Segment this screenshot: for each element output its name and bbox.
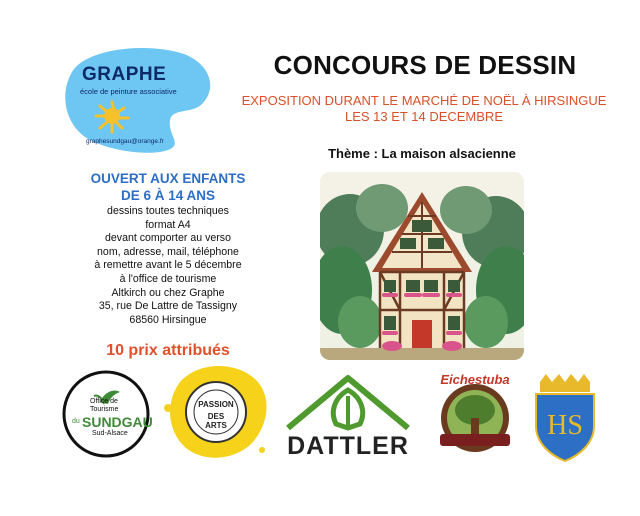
exposition-line-2: LES 13 ET 14 DECEMBRE [345,109,503,124]
theme-label: Thème : La maison alsacienne [328,146,516,161]
hirsingue-initials: HS [547,410,583,441]
passion-line-2: DES ARTS [205,412,227,430]
tourisme-line-2: Tourisme [90,406,119,413]
palette-subtitle: école de peinture associative [80,87,177,96]
hirsingue-shield-logo [530,374,600,462]
exposition-info [214,93,634,125]
alsatian-house-illustration [320,172,524,360]
detail-line: à l'office de tourisme [119,272,217,285]
passion-des-arts-logo [160,362,270,462]
open-line-1: OUVERT AUX ENFANTS [90,171,246,186]
tourisme-sud-alsace: Sud-Alsace [92,430,128,437]
palette-title: GRAPHE [82,64,167,85]
eichestuba-logo [432,372,518,462]
passion-line-1: PASSION [198,400,234,409]
tourisme-line-1: Office de [90,398,118,405]
contest-details [70,205,266,327]
detail-line: dessins toutes techniques [107,205,229,217]
detail-line: devant comporter au verso [104,232,231,245]
open-to-children [70,170,266,204]
crown-icon [540,374,590,392]
eichestuba-name: Eichestuba [440,372,510,387]
palette-email: graphesundgau@orange.fr [86,138,164,145]
detail-line: Altkirch ou chez Graphe [111,286,225,299]
open-line-2: DE 6 À 14 ANS [120,188,216,203]
prizes-label: 10 prix attribués [106,342,230,359]
detail-line: à remettre avant le 5 décembre [94,259,242,272]
page-title: CONCOURS DE DESSIN [273,50,577,80]
tourisme-prefix: du [72,418,80,425]
dattler-name: DATTLER [287,432,409,460]
detail-line: format A4 [145,218,191,231]
detail-line: 35, rue De Lattre de Tassigny [98,300,238,313]
detail-line: nom, adresse, mail, téléphone [97,245,239,258]
detail-line: 68560 Hirsingue [129,313,207,326]
tourisme-sundgau: SUNDGAU [82,414,153,430]
graphe-palette-logo [52,44,214,154]
tourisme-sundgau-logo [60,368,152,460]
dattler-logo [274,368,422,460]
exposition-line-1: EXPOSITION DURANT LE MARCHÉ DE NOËL À HIRSINGUE [241,93,607,108]
